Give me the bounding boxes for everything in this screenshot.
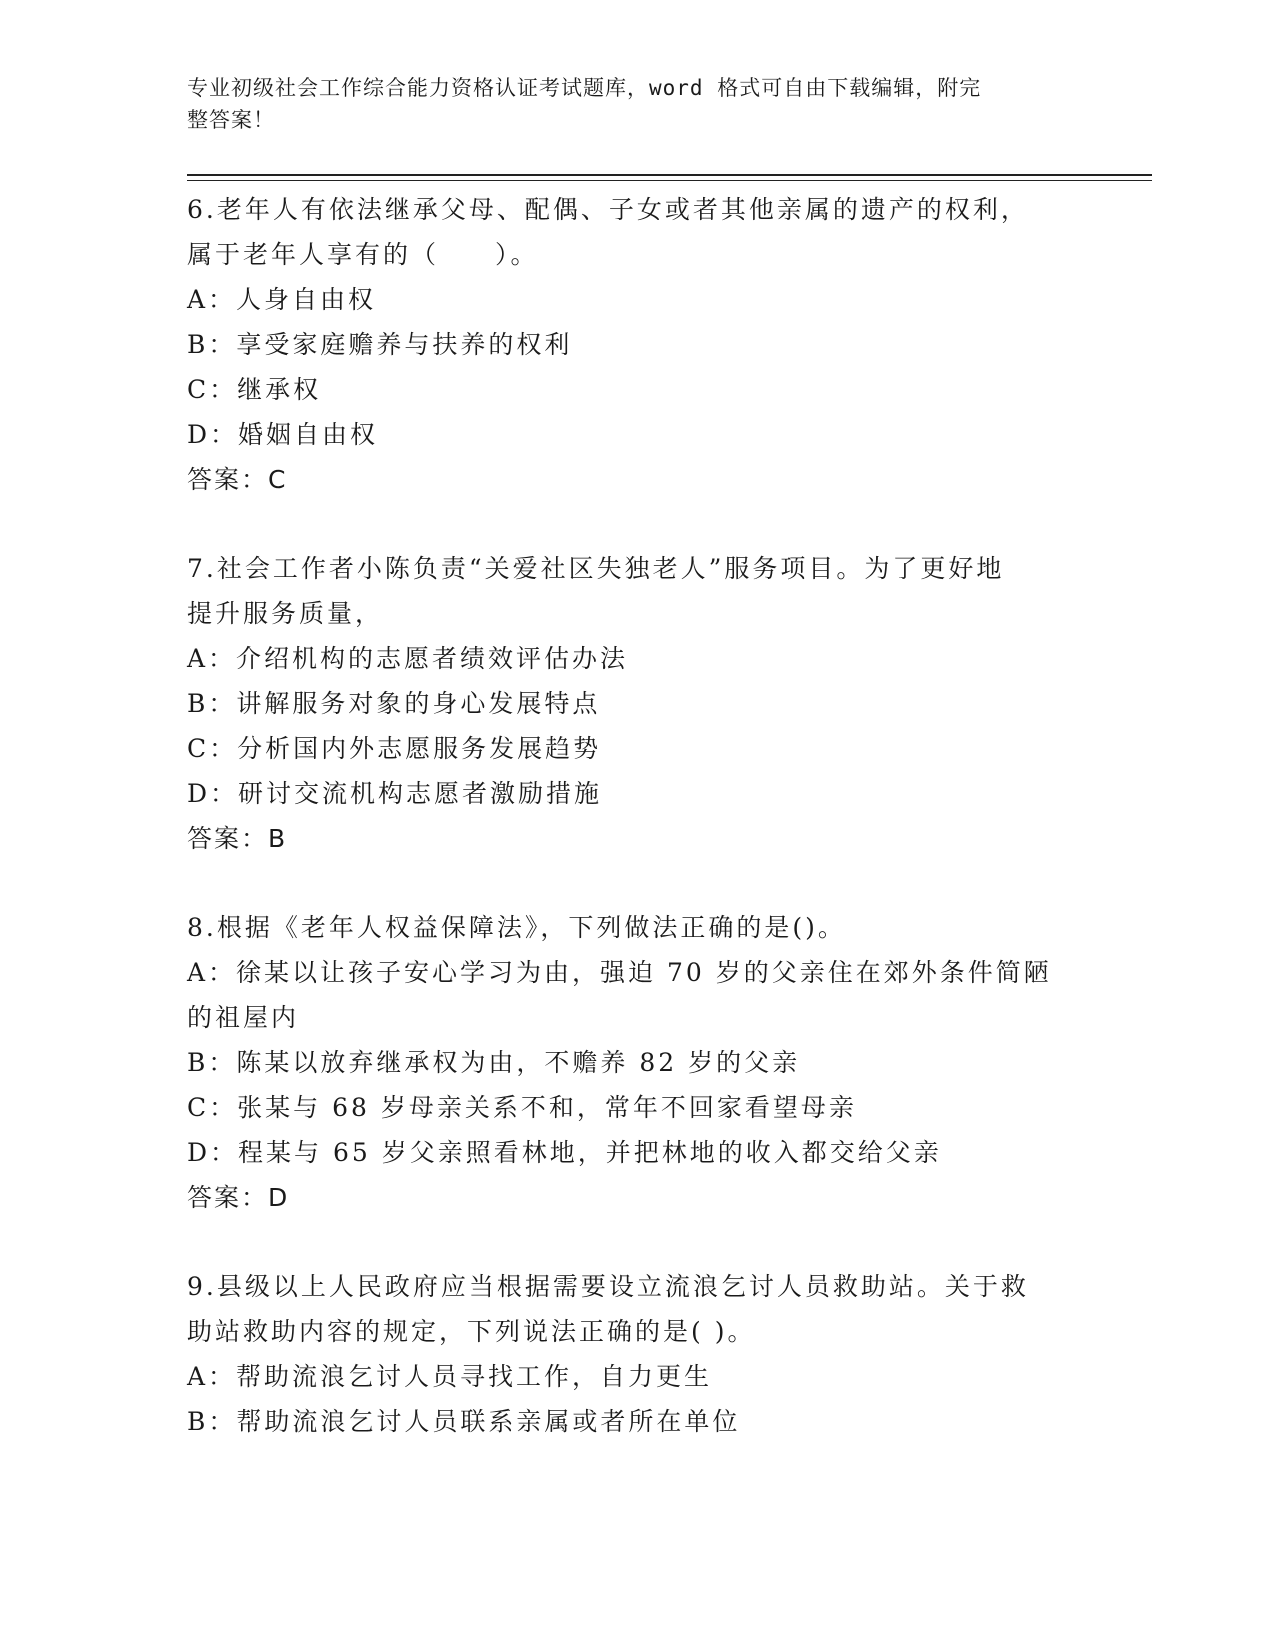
answer-label: 答案：C (187, 465, 288, 494)
answer-label: 答案：D (187, 1183, 290, 1212)
option-c: C：分析国内外志愿服务发展趋势 (187, 734, 602, 763)
question-stem-line: 属于老年人享有的（ ）。 (187, 240, 539, 269)
option-c: C：张某与 68 岁母亲关系不和，常年不回家看望母亲 (187, 1093, 857, 1122)
question-stem-line: 8.根据《老年人权益保障法》，下列做法正确的是()。 (187, 913, 846, 942)
option-c: C：继承权 (187, 375, 322, 404)
question-list (187, 187, 1067, 1488)
option-b: B：帮助流浪乞讨人员联系亲属或者所在单位 (187, 1407, 741, 1436)
question-stem-line: 助站救助内容的规定，下列说法正确的是( )。 (187, 1317, 756, 1346)
option-d: D：婚姻自由权 (187, 420, 379, 449)
option-d: D：研讨交流机构志愿者激励措施 (187, 779, 603, 808)
option-a: A：帮助流浪乞讨人员寻找工作，自力更生 (187, 1362, 713, 1391)
option-a: A：介绍机构的志愿者绩效评估办法 (187, 644, 629, 673)
question-stem-line: 9.县级以上人民政府应当根据需要设立流浪乞讨人员救助站。关于救 (187, 1272, 1029, 1301)
option-a-continued: 的祖屋内 (187, 1003, 300, 1032)
header-divider-thin (187, 180, 1152, 181)
option-b: B：享受家庭赡养与扶养的权利 (187, 330, 573, 359)
answer-label: 答案：B (187, 824, 288, 853)
header-divider-thick (187, 174, 1152, 176)
option-d: D：程某与 65 岁父亲照看林地，并把林地的收入都交给父亲 (187, 1138, 942, 1167)
header-line-1: 专业初级社会工作综合能力资格认证考试题库，word 格式可自由下载编辑，附完 (187, 76, 982, 100)
header-line-2: 整答案！ (187, 108, 275, 132)
question-stem-line: 7.社会工作者小陈负责“关爱社区失独老人”服务项目。为了更好地 (187, 554, 1005, 583)
question-8 (187, 905, 1067, 1220)
question-9 (187, 1264, 1067, 1444)
option-a: A：人身自由权 (187, 285, 377, 314)
option-b: B：陈某以放弃继承权为由，不赡养 82 岁的父亲 (187, 1048, 801, 1077)
question-7 (187, 546, 1067, 861)
question-stem-line: 提升服务质量， (187, 599, 384, 628)
option-a: A：徐某以让孩子安心学习为由，强迫 70 岁的父亲住在郊外条件简陋 (187, 958, 1052, 987)
option-b: B：讲解服务对象的身心发展特点 (187, 689, 601, 718)
question-stem-line: 6.老年人有依法继承父母、配偶、子女或者其他亲属的遗产的权利， (187, 195, 1029, 224)
page-header (187, 72, 1067, 136)
question-6 (187, 187, 1067, 502)
